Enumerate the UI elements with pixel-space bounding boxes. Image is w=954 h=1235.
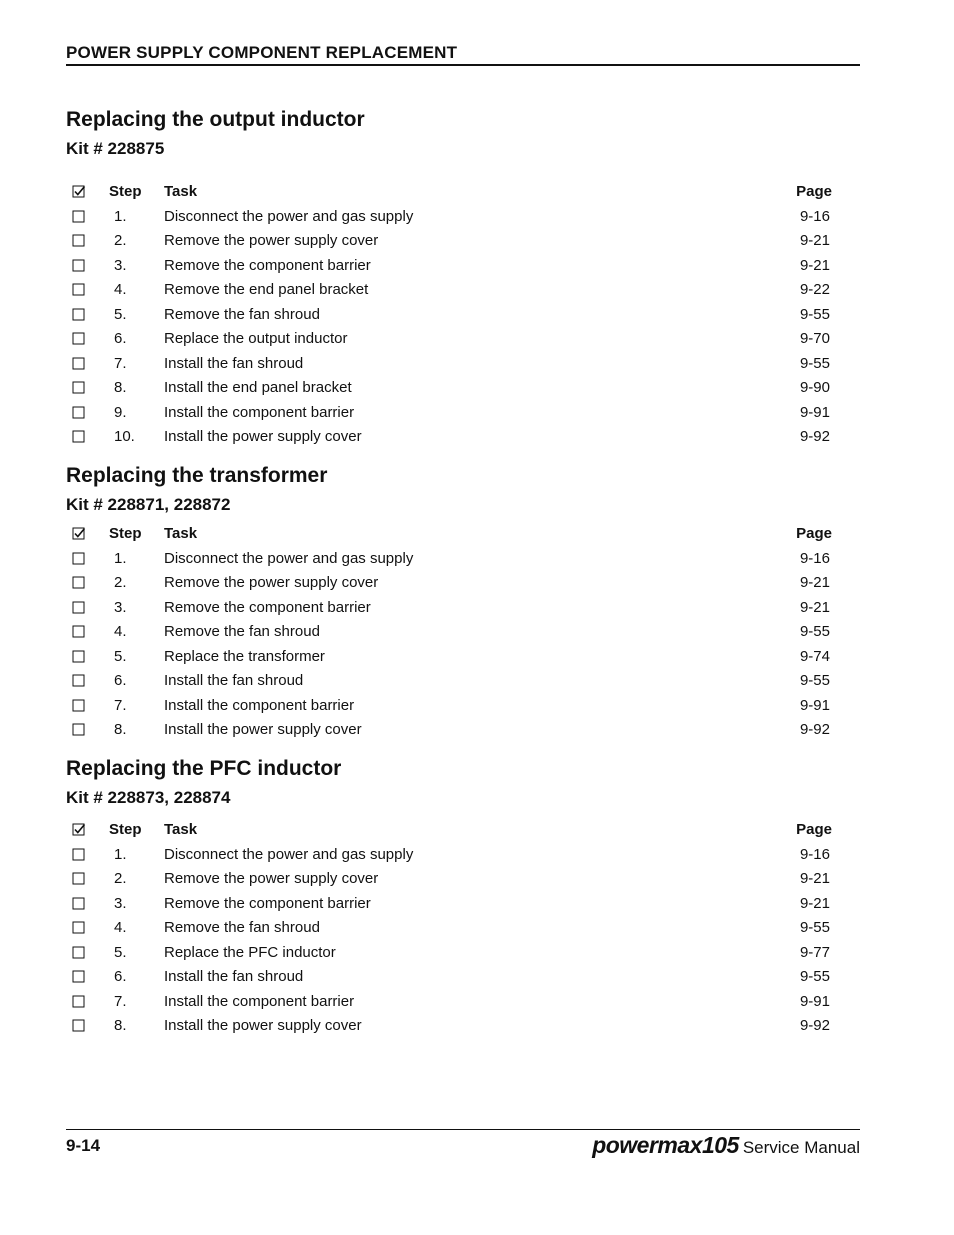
checkbox-icon[interactable] <box>72 430 86 444</box>
task-text: Remove the power supply cover <box>164 870 379 887</box>
task-text: Replace the output inductor <box>164 330 348 347</box>
table-row <box>66 992 860 1017</box>
checkbox-icon[interactable] <box>72 946 86 960</box>
task-text: Install the fan shroud <box>164 672 304 689</box>
checkbox-icon[interactable] <box>72 234 86 248</box>
step-number: 6. <box>114 672 127 689</box>
table-row <box>66 671 860 696</box>
page-ref: 9-21 <box>799 598 830 616</box>
page-ref: 9-91 <box>799 696 830 714</box>
page-ref: 9-16 <box>799 845 830 863</box>
column-header-page: Page <box>796 821 832 838</box>
table-row <box>66 967 860 992</box>
brand-logo: powermax105 <box>592 1132 739 1158</box>
running-header: POWER SUPPLY COMPONENT REPLACEMENT <box>66 43 860 66</box>
checkbox-icon[interactable] <box>72 259 86 273</box>
step-number: 7. <box>114 696 127 714</box>
page-ref: 9-16 <box>799 549 830 567</box>
task-text: Remove the component barrier <box>164 256 371 274</box>
section-title: Replacing the PFC inductor <box>66 757 342 780</box>
footer-page-number: 9-14 <box>66 1136 101 1155</box>
task-text: Remove the end panel bracket <box>164 281 369 298</box>
task-text: Install the power supply cover <box>164 428 362 445</box>
section-transformer <box>66 464 860 738</box>
checked-box-icon <box>72 527 86 541</box>
table-row <box>66 305 860 330</box>
kit-number: Kit # 228871, 228872 <box>66 495 231 514</box>
step-number: 5. <box>114 647 127 665</box>
step-number: 3. <box>114 894 127 912</box>
checkbox-icon[interactable] <box>72 406 86 420</box>
page-ref: 9-21 <box>799 232 830 249</box>
table-row <box>66 280 860 305</box>
column-header-task: Task <box>164 183 198 200</box>
table-row <box>66 1016 860 1041</box>
step-number: 6. <box>114 968 127 985</box>
column-header-page: Page <box>796 183 832 200</box>
table-row <box>66 549 860 574</box>
table-row <box>66 427 860 452</box>
task-text: Remove the power supply cover <box>164 574 379 591</box>
checkbox-icon[interactable] <box>72 576 86 590</box>
footer-rule <box>66 1129 860 1130</box>
step-number: 2. <box>114 232 127 249</box>
checked-box-icon <box>72 823 86 837</box>
column-header-step: Step <box>109 525 142 542</box>
table-row <box>66 696 860 721</box>
table-row <box>66 894 860 919</box>
task-text: Disconnect the power and gas supply <box>164 549 414 567</box>
kit-number: Kit # 228875 <box>66 139 165 158</box>
checkbox-icon[interactable] <box>72 848 86 862</box>
step-number: 6. <box>114 330 127 347</box>
step-number: 1. <box>114 549 127 567</box>
table-row <box>66 647 860 672</box>
checkbox-icon[interactable] <box>72 308 86 322</box>
page-ref: 9-21 <box>799 870 830 887</box>
step-number: 7. <box>114 354 127 372</box>
column-header-task: Task <box>164 821 198 838</box>
table-row <box>66 598 860 623</box>
page-ref: 9-55 <box>799 968 830 985</box>
table-row <box>66 845 860 870</box>
task-text: Disconnect the power and gas supply <box>164 207 414 225</box>
page-ref: 9-16 <box>799 207 830 225</box>
step-number: 4. <box>114 623 127 640</box>
task-text: Disconnect the power and gas supply <box>164 845 414 863</box>
checkbox-icon[interactable] <box>72 650 86 664</box>
checkbox-icon[interactable] <box>72 699 86 713</box>
table-row <box>66 622 860 647</box>
step-number: 4. <box>114 919 127 936</box>
checklist-table <box>66 182 860 452</box>
brand-suffix: Service Manual <box>742 1138 860 1157</box>
checkbox-icon[interactable] <box>72 723 86 737</box>
page-ref: 9-55 <box>799 919 830 936</box>
page-ref: 9-92 <box>799 428 830 445</box>
section-title: Replacing the transformer <box>66 464 328 487</box>
step-number: 1. <box>114 207 127 225</box>
page-ref: 9-21 <box>799 894 830 912</box>
footer-brand <box>592 1133 860 1161</box>
table-header-row <box>66 524 860 549</box>
page-ref: 9-91 <box>799 992 830 1010</box>
checkbox-icon[interactable] <box>72 897 86 911</box>
step-number: 10. <box>114 428 135 445</box>
checkbox-icon[interactable] <box>72 995 86 1009</box>
step-number: 3. <box>114 598 127 616</box>
task-text: Remove the fan shroud <box>164 919 320 936</box>
task-text: Replace the PFC inductor <box>164 943 336 961</box>
table-row <box>66 354 860 379</box>
step-number: 9. <box>114 403 127 421</box>
table-row <box>66 207 860 232</box>
table-row <box>66 329 860 354</box>
step-number: 8. <box>114 379 127 396</box>
page-ref: 9-92 <box>799 721 830 738</box>
task-text: Install the fan shroud <box>164 968 304 985</box>
page-ref: 9-74 <box>799 647 830 665</box>
task-text: Remove the fan shroud <box>164 623 320 640</box>
page-ref: 9-55 <box>799 672 830 689</box>
page-ref: 9-91 <box>799 403 830 421</box>
page-ref: 9-55 <box>799 305 830 323</box>
table-row <box>66 943 860 968</box>
column-header-step: Step <box>109 821 142 838</box>
task-text: Install the fan shroud <box>164 354 304 372</box>
checkbox-icon[interactable] <box>72 625 86 639</box>
step-number: 5. <box>114 305 127 323</box>
page-ref: 9-90 <box>799 379 830 396</box>
checkbox-icon[interactable] <box>72 283 86 297</box>
column-header-task: Task <box>164 525 198 542</box>
checkbox-icon[interactable] <box>72 601 86 615</box>
page-ref: 9-22 <box>799 281 830 298</box>
column-header-step: Step <box>109 183 142 200</box>
page-ref: 9-21 <box>799 256 830 274</box>
task-text: Install the component barrier <box>164 992 355 1010</box>
table-header-row <box>66 182 860 207</box>
step-number: 4. <box>114 281 127 298</box>
table-header-row <box>66 820 860 845</box>
step-number: 1. <box>114 845 127 863</box>
step-number: 8. <box>114 721 127 738</box>
page-ref: 9-55 <box>799 623 830 640</box>
step-number: 7. <box>114 992 127 1010</box>
step-number: 2. <box>114 574 127 591</box>
section-output-inductor <box>66 108 860 445</box>
page-ref: 9-55 <box>799 354 830 372</box>
task-text: Install the component barrier <box>164 403 355 421</box>
section-pfc-inductor <box>66 757 860 1034</box>
step-number: 2. <box>114 870 127 887</box>
task-text: Install the component barrier <box>164 696 355 714</box>
checkbox-icon[interactable] <box>72 1019 86 1033</box>
table-row <box>66 573 860 598</box>
checkbox-icon[interactable] <box>72 872 86 886</box>
task-text: Remove the component barrier <box>164 894 371 912</box>
checklist-table <box>66 524 860 745</box>
task-text: Remove the component barrier <box>164 598 371 616</box>
section-title: Replacing the output inductor <box>66 108 365 131</box>
table-row <box>66 869 860 894</box>
checkbox-icon[interactable] <box>72 552 86 566</box>
checkbox-icon[interactable] <box>72 332 86 346</box>
page-ref: 9-77 <box>799 943 830 961</box>
step-number: 3. <box>114 256 127 274</box>
table-row <box>66 403 860 428</box>
task-text: Install the power supply cover <box>164 721 362 738</box>
task-text: Install the power supply cover <box>164 1017 362 1034</box>
page-ref: 9-21 <box>799 574 830 591</box>
checked-box-icon <box>72 185 86 199</box>
table-row <box>66 231 860 256</box>
checkbox-icon[interactable] <box>72 357 86 371</box>
task-text: Remove the fan shroud <box>164 305 320 323</box>
checkbox-icon[interactable] <box>72 381 86 395</box>
table-row <box>66 918 860 943</box>
checkbox-icon[interactable] <box>72 210 86 224</box>
task-text: Install the end panel bracket <box>164 379 352 396</box>
checkbox-icon[interactable] <box>72 674 86 688</box>
checkbox-icon[interactable] <box>72 970 86 984</box>
task-text: Remove the power supply cover <box>164 232 379 249</box>
checkbox-icon[interactable] <box>72 921 86 935</box>
page-ref: 9-92 <box>799 1017 830 1034</box>
table-row <box>66 720 860 745</box>
column-header-page: Page <box>796 525 832 542</box>
kit-number: Kit # 228873, 228874 <box>66 788 231 807</box>
page-ref: 9-70 <box>799 330 830 347</box>
checklist-table <box>66 820 860 1041</box>
step-number: 5. <box>114 943 127 961</box>
task-text: Replace the transformer <box>164 647 325 665</box>
table-row <box>66 378 860 403</box>
step-number: 8. <box>114 1017 127 1034</box>
table-row <box>66 256 860 281</box>
